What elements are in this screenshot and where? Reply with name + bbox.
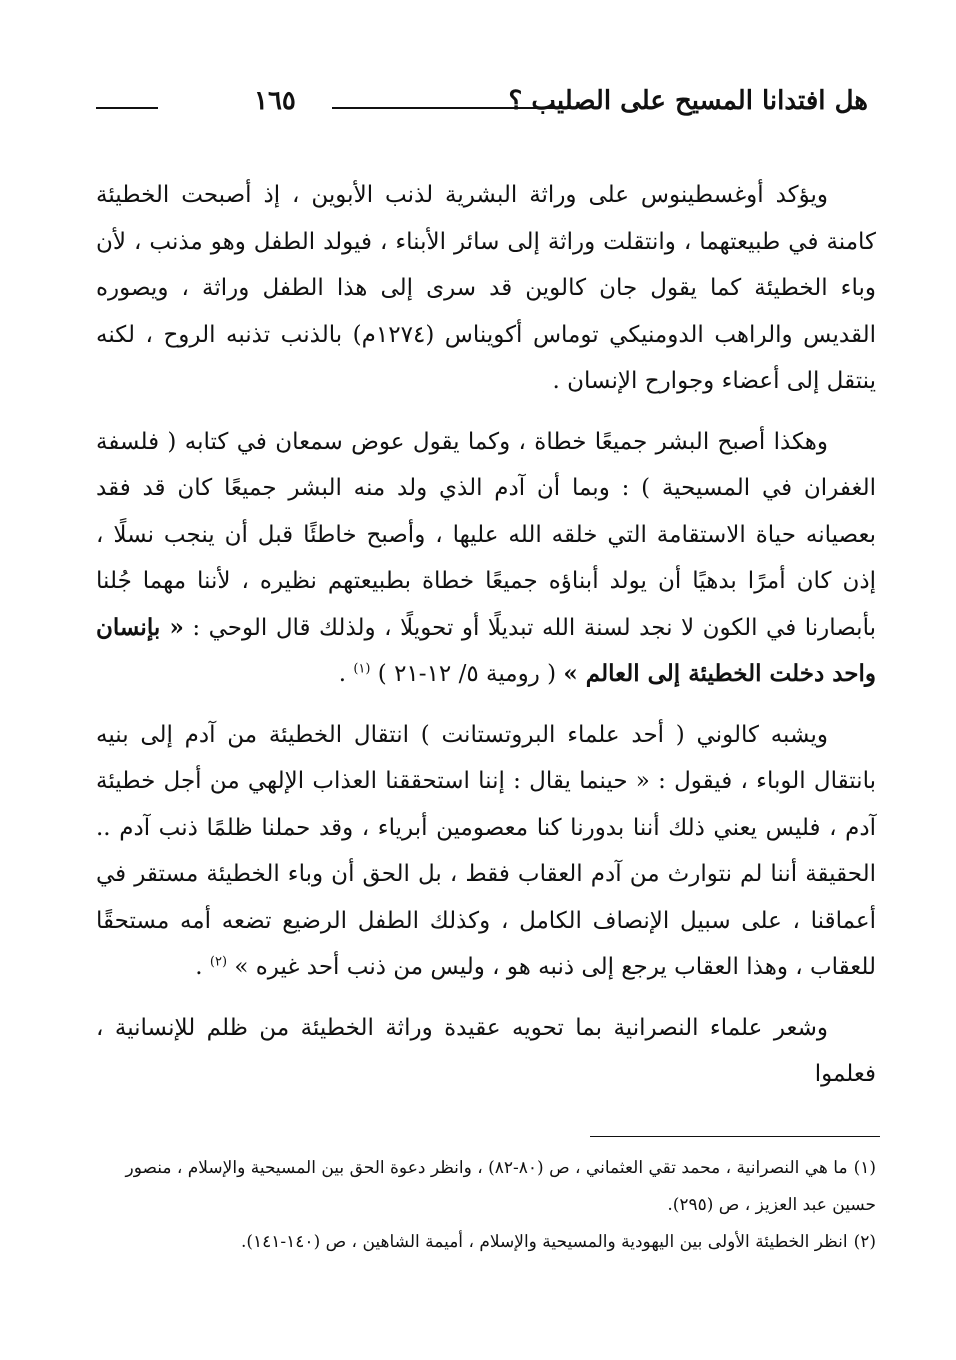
footnote bbox=[96, 1150, 876, 1224]
footnote-ref: (٢) bbox=[209, 954, 228, 970]
footnote-separator bbox=[590, 1136, 880, 1137]
paragraph bbox=[96, 712, 876, 991]
paragraph-text: ( رومية ٥/ ١٢-٢١ ) bbox=[370, 661, 564, 687]
header-rule-short bbox=[96, 107, 158, 109]
footnote-mark: (١) bbox=[853, 1158, 876, 1178]
footnote-text: انظر الخطيئة الأولى بين اليهودية والمسيحية والإسلام ، أميمة الشاهين ، ص (١٤٠-١٤١). bbox=[240, 1232, 848, 1252]
footnote-text: ما هي النصرانية ، محمد تقي العثماني ، ص (٨٠-٨٢) ، وانظر دعوة الحق بين المسيحية والإسلام ، منصور حسين عبد العزيز ، ص (٢٩٥). bbox=[125, 1158, 876, 1215]
footnotes bbox=[96, 1150, 876, 1261]
paragraph bbox=[96, 172, 876, 405]
paragraph bbox=[96, 1005, 876, 1098]
paragraph-text: وشعر علماء النصرانية بما تحويه عقيدة وراثة الخطيئة من ظلم للإنسانية ، فعلموا bbox=[96, 1014, 876, 1087]
footnote-mark: (٢) bbox=[853, 1232, 876, 1252]
body-text bbox=[96, 172, 876, 1098]
book-title: هل افتدانا المسيح على الصليب ؟ bbox=[508, 86, 868, 116]
paragraph-end: . bbox=[338, 661, 354, 687]
paragraph bbox=[96, 419, 876, 698]
paragraph-text: ويشبه كالوني ( أحد علماء البروتستانت ) انتقال الخطيئة من آدم إلى بنيه بانتقال الوباء ، فيقول : « حينما يقال : إننا استحققنا العذاب الإلهي من أجل خطيئة آدم ، فليس يعني ذلك أننا بدورنا كنا معصومين أبرياء ، وقد حملنا ظلمًا ذنب آدم .. الحقيقة أننا لم نتوارث من آدم العقاب فقط ، بل الحق أن وباء الخطيئة مستقر في أعماقنا ، على سبيل الإنصاف الكامل ، وكذلك الطفل الرضيع تضعه أمه مستحقًا للعقاب ، وهذا العقاب يرجع إلى ذنبه هو ، وليس من ذنب أحد غيره » bbox=[96, 721, 876, 980]
running-header bbox=[96, 84, 880, 124]
page-number: ١٦٥ bbox=[254, 86, 296, 116]
footnote-ref: (١) bbox=[353, 661, 371, 677]
paragraph-end: . bbox=[195, 954, 210, 980]
paragraph-text: ويؤكد أوغسطينوس على وراثة البشرية لذنب الأبوين ، إذ أصبحت الخطيئة كامنة في طبيعتهما ، وانتقلت وراثة إلى سائر الأبناء ، فيولد الطفل وهو مذنب ، لأن وباء الخطيئة كما يقول جان كالوين قد سرى إلى هذا الطفل وراثة ، ويصوره القديس والراهب الدومنيكي توماس أكويناس (١٢٧٤م) بالذنب تذنبه الروح ، لكنه ينتقل إلى أعضاء وجوارح الإنسان . bbox=[96, 182, 876, 394]
footnote bbox=[96, 1224, 876, 1261]
paragraph-text: وهكذا أصبح البشر جميعًا خطاة ، وكما يقول عوض سمعان في كتابه ( فلسفة الغفران في المسيحية ) : وبما أن آدم الذي ولد منه البشر جميعًا كان قد فقد بعصيانه حياة الاستقامة التي خلقه الله عليها ، وأصبح خاطئًا قبل أن ينجب نسلًا ، إذن كان أمرًا بدهيًا أن يولد أبناؤه جميعًا خطاة بطبيعتهم نظيره ، لأننا مهما جُلنا بأبصارنا في الكون لا نجد لسنة الله تبديلًا أو تحويلًا ، ولذلك قال الوحي : bbox=[96, 428, 876, 641]
bible-quote: « بإنسان واحد دخلت الخطيئة إلى العالم » bbox=[96, 613, 876, 687]
header-rule bbox=[332, 107, 570, 109]
